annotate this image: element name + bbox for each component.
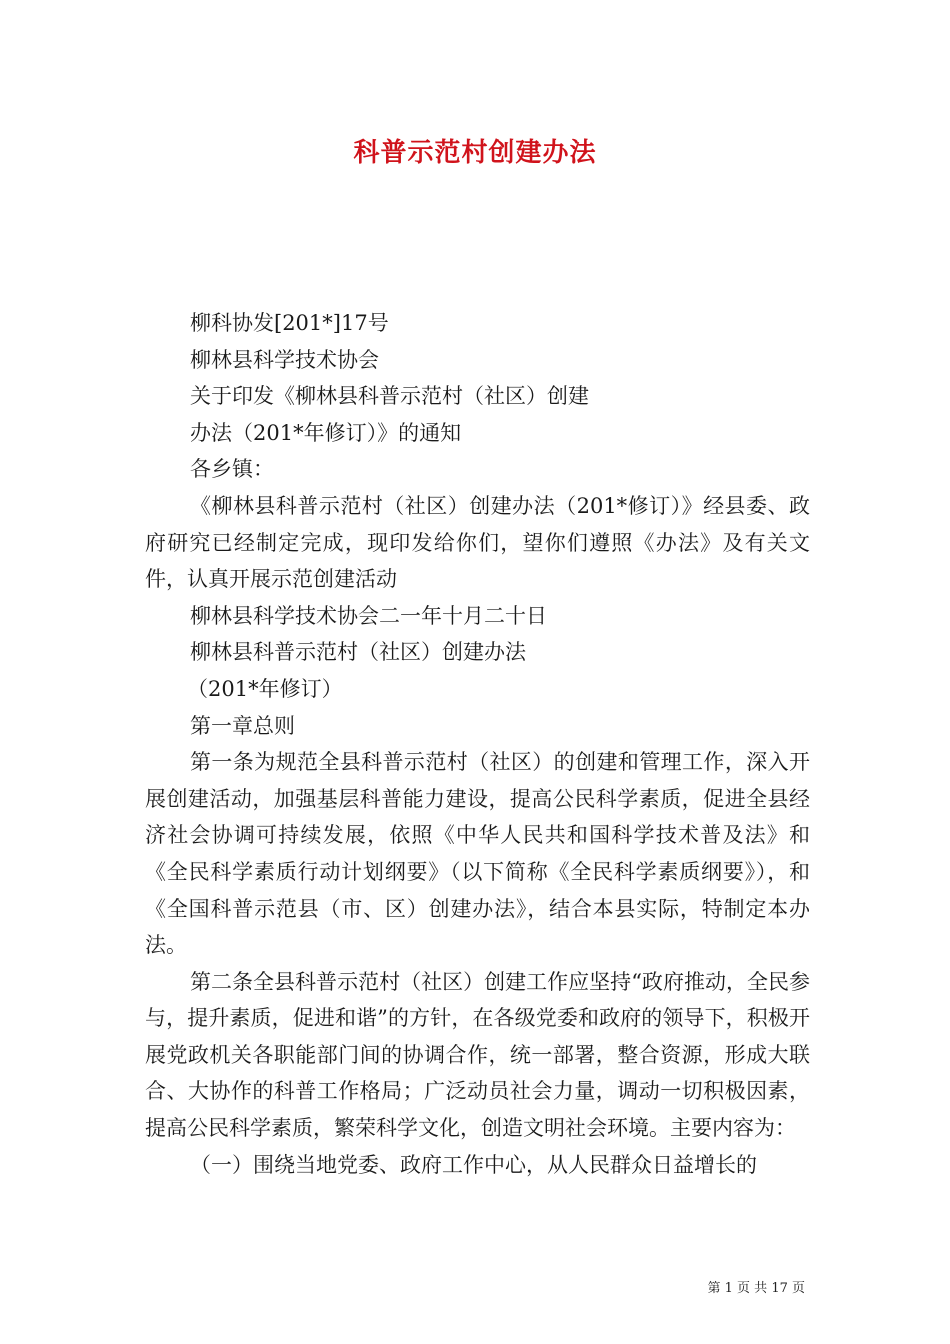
article-1-paragraph: 第一条为规范全县科普示范村（社区）的创建和管理工作，深入开展创建活动，加强基层科普能力建设，提高公民科学素质，促进全县经济社会协调可持续发展，依照《中华人民共和国科学技术普及法》和《全民科学素质行动计划纲要》（以下简称《全民科学素质纲要》），和《全国科普示范县（市、区）创建办法》，结合本县实际，特制定本办法。 <box>145 750 810 958</box>
document-number: 柳科协发[201*]17号 <box>190 311 389 335</box>
regulation-revision: （201*年修订） <box>187 676 343 701</box>
page-number-footer: 第 1 页 共 17 页 <box>707 1281 805 1296</box>
issuer-date-line: 柳林县科学技术协会二一年十月二十日 <box>190 603 547 628</box>
recipient-line: 各乡镇： <box>190 457 274 482</box>
notice-paragraph: 《柳林县科普示范村（社区）创建办法（201*修订）》经县委、政府研究已经制定完成，现印发给你们，望你们遵照《办法》及有关文件，认真开展示范创建活动 <box>145 493 810 592</box>
regulation-title: 柳林县科普示范村（社区）创建办法 <box>190 640 526 665</box>
document-title: 科普示范村创建办法 <box>353 138 597 168</box>
notice-subject-line-1: 关于印发《柳林县科普示范村（社区）创建 <box>190 384 589 409</box>
notice-subject-line-2: 办法（201*年修订）》的通知 <box>190 420 462 445</box>
issuer-name: 柳林县科学技术协会 <box>190 347 379 372</box>
document-body <box>145 305 810 1183</box>
item-1-paragraph: （一）围绕当地党委、政府工作中心，从人民群众日益增长的 <box>190 1152 757 1177</box>
chapter-heading: 第一章总则 <box>190 713 295 738</box>
article-2-paragraph: 第二条全县科普示范村（社区）创建工作应坚持“政府推动，全民参与，提升素质，促进和谐”的方针，在各级党委和政府的领导下，积极开展党政机关各职能部门间的协调合作，统一部署，整合资源，形成大联合、大协作的科普工作格局；广泛动员社会力量，调动一切积极因素，提高公民科学素质，繁荣科学文化，创造文明社会环境。主要内容为： <box>145 969 810 1141</box>
